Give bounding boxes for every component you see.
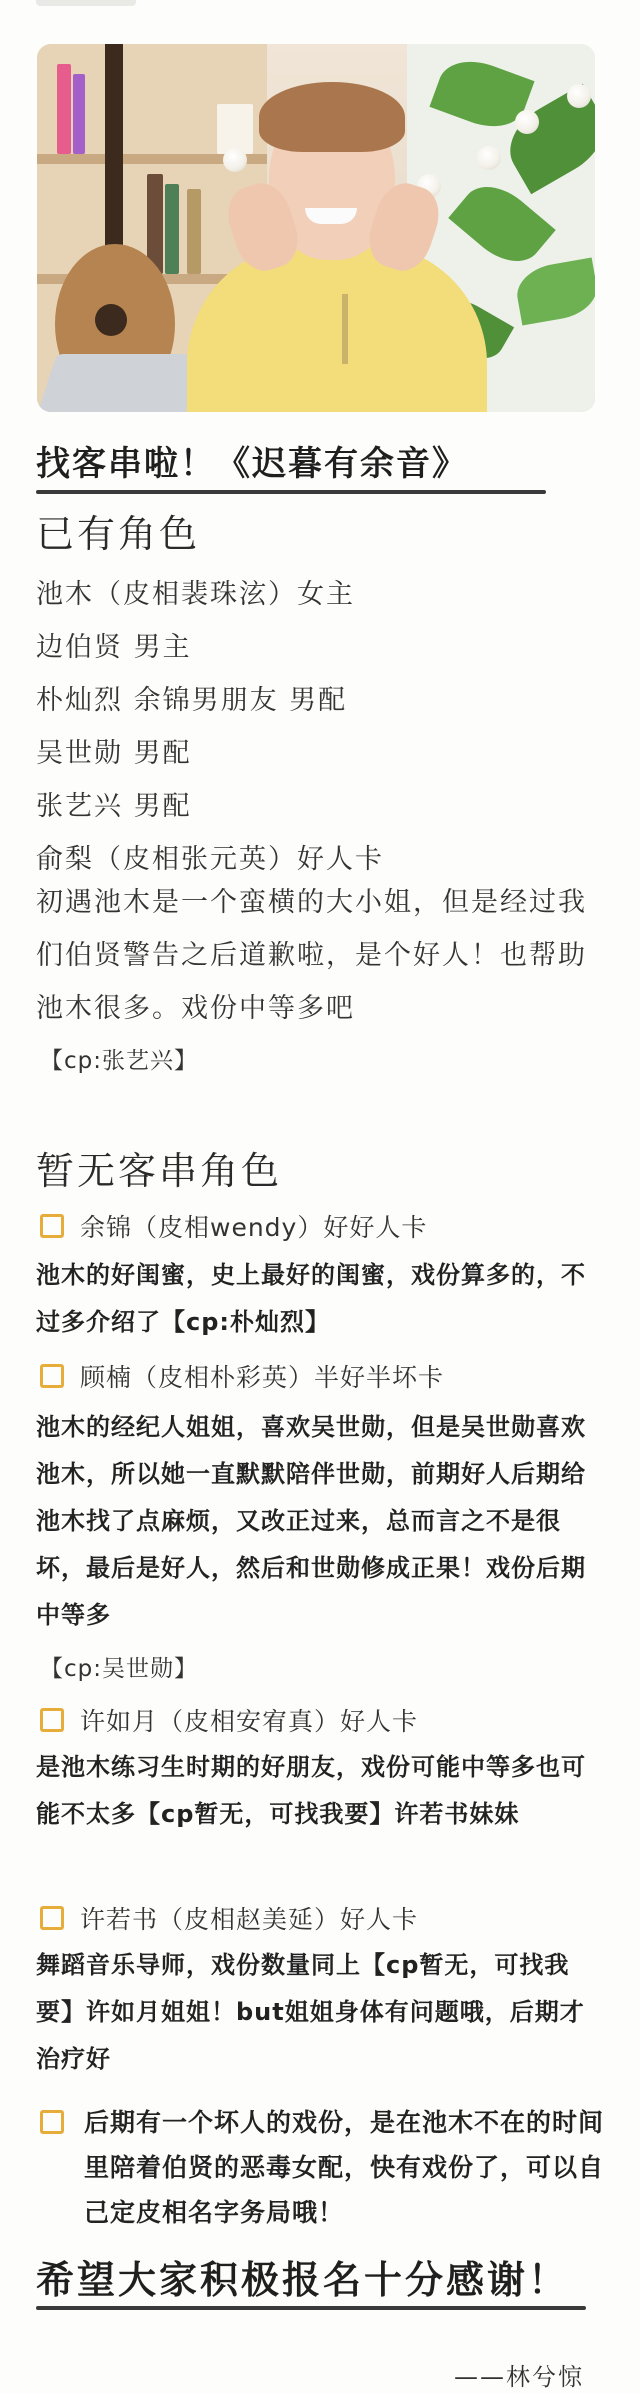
role-item: 池木（皮相裴珠泫）女主: [36, 579, 355, 610]
closing-text: 希望大家积极报名十分感谢！: [36, 2258, 570, 2302]
role-description: 舞蹈音乐导师，戏份数量同上【cp暂无，可找我要】许如月姐姐！but姐姐身体有问题哦，后期才治疗好: [36, 1951, 585, 2073]
role-option-label: 顾楠（皮相朴彩英）半好半坏卡: [80, 1363, 445, 1392]
closing-underline: [36, 2306, 586, 2310]
role-description: 池木的好闺蜜，史上最好的闺蜜，戏份算多的，不过多介绍了【cp:朴灿烈】: [36, 1261, 586, 1336]
role-item: 张艺兴 男配: [36, 791, 192, 822]
header-photo: [37, 44, 595, 412]
role-option[interactable]: [40, 2104, 80, 2140]
role-option-label: 后期有一个坏人的戏份，是在池木不在的时间里陪着伯贤的恶毒女配，快有戏份了，可以自己定皮相名字务局哦！: [84, 2108, 605, 2227]
role-option[interactable]: [40, 1702, 418, 1738]
title-underline: [36, 490, 546, 494]
existing-roles-heading: 已有角色: [36, 512, 201, 556]
cp-tag: 【cp:吴世勋】: [40, 1656, 198, 1682]
role-option-label: 许若书（皮相赵美延）好人卡: [80, 1905, 419, 1934]
checkbox-icon[interactable]: [40, 1214, 64, 1238]
laptop: [37, 354, 206, 412]
role-option[interactable]: [40, 1208, 427, 1244]
checkbox-icon[interactable]: [40, 1708, 64, 1732]
open-roles-heading: 暂无客串角色: [36, 1149, 283, 1193]
role-description: 池木的经纪人姐姐，喜欢吴世勋，但是吴世勋喜欢池木，所以她一直默默陪伴世勋，前期好人后期给池木找了点麻烦，又改正过来，总而言之不是很坏，最后是好人，然后和世勋修成正果！戏份后期中等多: [36, 1413, 586, 1629]
role-description: 是池木练习生时期的好朋友，戏份可能中等多也可能不太多【cp暂无，可找我要】许若书妹妹: [36, 1753, 586, 1828]
checkbox-icon[interactable]: [40, 2110, 64, 2134]
checkbox-icon[interactable]: [40, 1906, 64, 1930]
role-option-label: 余锦（皮相wendy）好好人卡: [80, 1213, 428, 1242]
role-option[interactable]: [40, 1358, 444, 1394]
checkbox-icon[interactable]: [40, 1364, 64, 1388]
role-option[interactable]: [40, 1900, 418, 1936]
signature: ——林兮惊: [454, 2363, 584, 2391]
page-title: 找客串啦！《迟暮有余音》: [36, 444, 468, 484]
role-note: 初遇池木是一个蛮横的大小姐，但是经过我们伯贤警告之后道歉啦，是个好人！也帮助池木很多。戏份中等多吧: [36, 887, 587, 1024]
role-option-label: 许如月（皮相安宥真）好人卡: [80, 1707, 419, 1736]
top-tab: [36, 0, 136, 6]
role-item: 吴世勋 男配: [36, 738, 192, 769]
cp-tag: 【cp:张艺兴】: [40, 1048, 198, 1074]
role-item: 俞梨（皮相张元英）好人卡: [36, 844, 384, 875]
role-item: 边伯贤 男主: [36, 632, 192, 663]
role-item: 朴灿烈 余锦男朋友 男配: [36, 685, 348, 716]
